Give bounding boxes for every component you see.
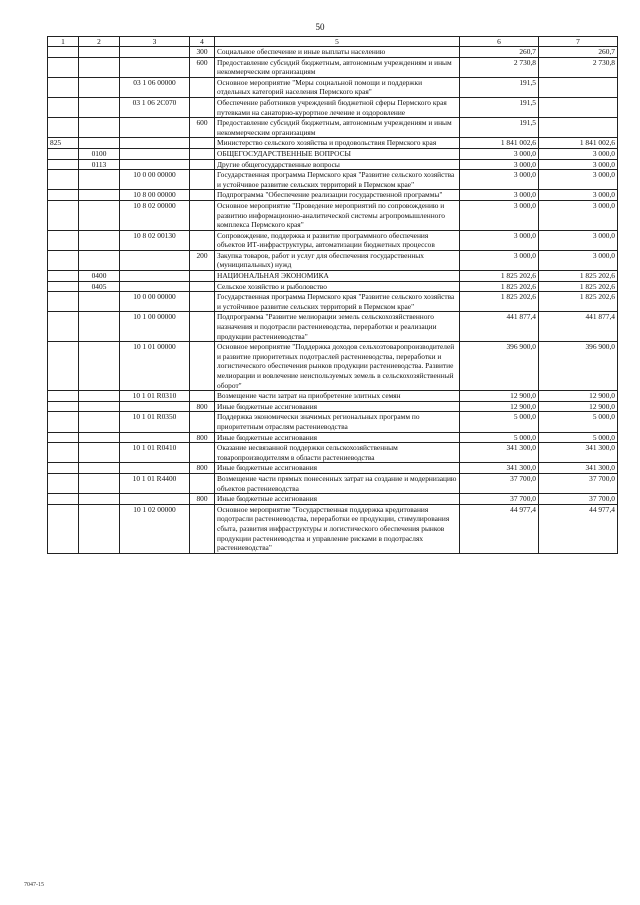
amount-year2-cell [539,77,618,97]
amount-year2-cell: 260,7 [539,47,618,58]
amount-year1-cell: 12 900,0 [460,391,539,402]
table-row [48,47,618,58]
amount-year1-cell: 3 000,0 [460,230,539,250]
admin-code-cell [48,432,79,443]
expense-type-cell [190,443,215,463]
amount-year2-cell: 341 300,0 [539,463,618,474]
table-row [48,401,618,412]
expense-type-cell [190,97,215,117]
admin-code-cell [48,97,79,117]
description-cell: Иные бюджетные ассигнования [215,401,460,412]
amount-year2-cell: 3 000,0 [539,170,618,190]
amount-year2-cell: 2 730,8 [539,57,618,77]
amount-year2-cell: 3 000,0 [539,250,618,270]
expense-type-cell: 800 [190,494,215,505]
amount-year1-cell: 3 000,0 [460,200,539,230]
table-row [48,57,618,77]
target-article-cell [120,148,190,159]
description-cell: Подпрограмма "Развитие мелиорации земель сельскохозяйственного назначения и подотрасли растениеводства, переработки и реализации продукции растениеводства" [215,312,460,342]
section-code-cell [79,47,120,58]
amount-year1-cell: 37 700,0 [460,494,539,505]
target-article-cell: 10 1 01 R0350 [120,412,190,432]
admin-code-cell [48,494,79,505]
amount-year1-cell: 396 900,0 [460,342,539,391]
admin-code-cell [48,504,79,553]
target-article-cell [120,271,190,282]
table-row [48,473,618,493]
target-article-cell [120,494,190,505]
table-row [48,342,618,391]
section-code-cell [79,77,120,97]
amount-year2-cell: 37 700,0 [539,494,618,505]
amount-year2-cell: 1 825 202,6 [539,292,618,312]
section-code-cell [79,504,120,553]
expense-type-cell [190,391,215,402]
section-code-cell [79,494,120,505]
table-row [48,391,618,402]
description-cell: Обеспечение работников учреждений бюджетной сферы Пермского края путевками на санаторно-курортное лечение и оздоровление [215,97,460,117]
amount-year2-cell: 1 825 202,6 [539,281,618,292]
target-article-cell [120,118,190,138]
amount-year1-cell: 3 000,0 [460,159,539,170]
target-article-cell: 10 8 00 00000 [120,190,190,201]
section-code-cell [79,473,120,493]
expense-type-cell: 600 [190,118,215,138]
description-cell: Государственная программа Пермского края "Развитие сельского хозяйства и устойчивое развитие сельских территорий в Пермском крае" [215,292,460,312]
table-row [48,170,618,190]
admin-code-cell [48,271,79,282]
admin-code-cell [48,401,79,412]
admin-code-cell [48,190,79,201]
section-code-cell [79,312,120,342]
expense-type-cell [190,138,215,149]
table-row [48,77,618,97]
expense-type-cell: 600 [190,57,215,77]
description-cell: Государственная программа Пермского края "Развитие сельского хозяйства и устойчивое развитие сельских территорий в Пермском крае" [215,170,460,190]
section-code-cell [79,412,120,432]
target-article-cell: 10 0 00 00000 [120,170,190,190]
amount-year1-cell: 191,5 [460,77,539,97]
admin-code-cell [48,77,79,97]
expense-type-cell [190,504,215,553]
target-article-cell [120,250,190,270]
table-row [48,250,618,270]
description-cell: Предоставление субсидий бюджетным, автономным учреждениям и иным некоммерческим организациям [215,118,460,138]
expense-type-cell [190,312,215,342]
amount-year2-cell: 441 877,4 [539,312,618,342]
description-cell: НАЦИОНАЛЬНАЯ ЭКОНОМИКА [215,271,460,282]
table-row [48,504,618,553]
amount-year2-cell: 44 977,4 [539,504,618,553]
admin-code-cell: 825 [48,138,79,149]
expense-type-cell: 200 [190,250,215,270]
table-row [48,494,618,505]
budget-table [47,36,618,554]
table-row [48,159,618,170]
column-header-5: 5 [215,37,460,47]
amount-year2-cell: 1 841 002,6 [539,138,618,149]
target-article-cell: 10 1 00 00000 [120,312,190,342]
admin-code-cell [48,118,79,138]
target-article-cell [120,463,190,474]
section-code-cell [79,443,120,463]
description-cell: Сопровождение, поддержка и развитие программного обеспечения объектов ИТ-инфраструктуры, автоматизации бюджетных процессов [215,230,460,250]
table-row [48,148,618,159]
target-article-cell [120,159,190,170]
target-article-cell [120,138,190,149]
expense-type-cell [190,190,215,201]
expense-type-cell [190,271,215,282]
amount-year2-cell: 5 000,0 [539,432,618,443]
description-cell: Иные бюджетные ассигнования [215,463,460,474]
section-code-cell: 0405 [79,281,120,292]
expense-type-cell [190,342,215,391]
amount-year1-cell: 3 000,0 [460,250,539,270]
section-code-cell [79,190,120,201]
table-row [48,292,618,312]
table-row [48,443,618,463]
expense-type-cell [190,159,215,170]
section-code-cell: 0113 [79,159,120,170]
amount-year1-cell: 3 000,0 [460,190,539,201]
column-header-7: 7 [539,37,618,47]
admin-code-cell [48,443,79,463]
amount-year2-cell: 1 825 202,6 [539,271,618,282]
section-code-cell [79,118,120,138]
target-article-cell: 10 1 01 R0410 [120,443,190,463]
description-cell: Основное мероприятие "Проведение мероприятий по сопровождению и развитию информационно-аналитической системы агропромышленного комплекса Пермского края" [215,200,460,230]
amount-year1-cell: 3 000,0 [460,148,539,159]
section-code-cell [79,138,120,149]
amount-year1-cell: 341 300,0 [460,463,539,474]
admin-code-cell [48,159,79,170]
description-cell: Оказание несвязанной поддержки сельскохозяйственным товаропроизводителям в области растениеводства [215,443,460,463]
amount-year2-cell: 341 300,0 [539,443,618,463]
amount-year2-cell: 12 900,0 [539,401,618,412]
amount-year2-cell: 12 900,0 [539,391,618,402]
table-row [48,432,618,443]
expense-type-cell [190,281,215,292]
admin-code-cell [48,292,79,312]
description-cell: Социальное обеспечение и иные выплаты населению [215,47,460,58]
page-number: 50 [315,22,325,32]
admin-code-cell [48,57,79,77]
section-code-cell [79,97,120,117]
admin-code-cell [48,312,79,342]
amount-year1-cell: 341 300,0 [460,443,539,463]
amount-year1-cell: 260,7 [460,47,539,58]
section-code-cell [79,170,120,190]
section-code-cell [79,463,120,474]
target-article-cell: 10 8 02 00130 [120,230,190,250]
section-code-cell [79,342,120,391]
description-cell: Основное мероприятие "Поддержка доходов сельхозтоваропроизводителей и развитие приоритетных подотраслей растениеводства, переработки и логистического обеспечения рынков продукции растениеводства. Развитие мелиорации и вовлечение неиспользуемых земель в сельскохозяйственный оборот" [215,342,460,391]
section-code-cell [79,250,120,270]
expense-type-cell: 300 [190,47,215,58]
admin-code-cell [48,473,79,493]
target-article-cell [120,57,190,77]
amount-year1-cell: 3 000,0 [460,170,539,190]
amount-year2-cell: 37 700,0 [539,473,618,493]
column-header-1: 1 [48,37,79,47]
column-header-3: 3 [120,37,190,47]
description-cell: Иные бюджетные ассигнования [215,432,460,443]
amount-year1-cell: 191,5 [460,97,539,117]
table-header-row [48,37,618,47]
section-code-cell: 0400 [79,271,120,282]
amount-year1-cell: 12 900,0 [460,401,539,412]
admin-code-cell [48,463,79,474]
expense-type-cell: 800 [190,432,215,443]
section-code-cell [79,200,120,230]
section-code-cell [79,292,120,312]
amount-year2-cell [539,118,618,138]
expense-type-cell [190,77,215,97]
amount-year1-cell: 191,5 [460,118,539,138]
table-row [48,230,618,250]
amount-year1-cell: 1 825 202,6 [460,271,539,282]
table-row [48,97,618,117]
table-row [48,200,618,230]
description-cell: Иные бюджетные ассигнования [215,494,460,505]
expense-type-cell [190,230,215,250]
amount-year2-cell: 3 000,0 [539,230,618,250]
table-row [48,412,618,432]
description-cell: Подпрограмма "Обеспечение реализации государственной программы" [215,190,460,201]
admin-code-cell [48,342,79,391]
table-row [48,281,618,292]
target-article-cell: 10 1 01 00000 [120,342,190,391]
expense-type-cell [190,200,215,230]
description-cell: Министерство сельского хозяйства и продовольствия Пермского края [215,138,460,149]
description-cell: Основное мероприятие "Государственная поддержка кредитования подотрасли растениеводства, переработки ее продукции, стимулирования сбыта, развития инфраструктуры и логистического обеспечения рынков продукции растениеводства и управление рисками в подотраслях растениеводства" [215,504,460,553]
admin-code-cell [48,281,79,292]
table-row [48,271,618,282]
section-code-cell: 0100 [79,148,120,159]
admin-code-cell [48,148,79,159]
amount-year2-cell: 3 000,0 [539,190,618,201]
amount-year1-cell: 1 841 002,6 [460,138,539,149]
amount-year1-cell: 441 877,4 [460,312,539,342]
section-code-cell [79,401,120,412]
description-cell: Основное мероприятие "Меры социальной помощи и поддержки отдельных категорий населения Пермского края" [215,77,460,97]
target-article-cell: 10 0 00 00000 [120,292,190,312]
section-code-cell [79,230,120,250]
table-row [48,463,618,474]
target-article-cell [120,47,190,58]
target-article-cell: 10 1 02 00000 [120,504,190,553]
description-cell: ОБЩЕГОСУДАРСТВЕННЫЕ ВОПРОСЫ [215,148,460,159]
target-article-cell: 03 1 06 2С070 [120,97,190,117]
column-header-6: 6 [460,37,539,47]
expense-type-cell: 800 [190,463,215,474]
amount-year2-cell: 396 900,0 [539,342,618,391]
amount-year2-cell: 5 000,0 [539,412,618,432]
admin-code-cell [48,170,79,190]
target-article-cell: 10 8 02 00000 [120,200,190,230]
target-article-cell: 03 1 06 00000 [120,77,190,97]
description-cell: Сельское хозяйство и рыболовство [215,281,460,292]
amount-year1-cell: 5 000,0 [460,432,539,443]
amount-year2-cell: 3 000,0 [539,148,618,159]
amount-year2-cell: 3 000,0 [539,200,618,230]
target-article-cell: 10 1 01 R0310 [120,391,190,402]
expense-type-cell [190,412,215,432]
admin-code-cell [48,200,79,230]
description-cell: Другие общегосударственные вопросы [215,159,460,170]
description-cell: Возмещение части затрат на приобретение элитных семян [215,391,460,402]
target-article-cell [120,432,190,443]
expense-type-cell [190,473,215,493]
amount-year1-cell: 37 700,0 [460,473,539,493]
amount-year1-cell: 1 825 202,6 [460,281,539,292]
amount-year1-cell: 2 730,8 [460,57,539,77]
target-article-cell: 10 1 01 R4400 [120,473,190,493]
amount-year2-cell [539,97,618,117]
column-header-2: 2 [79,37,120,47]
admin-code-cell [48,391,79,402]
section-code-cell [79,432,120,443]
target-article-cell [120,281,190,292]
admin-code-cell [48,250,79,270]
section-code-cell [79,57,120,77]
description-cell: Закупка товаров, работ и услуг для обеспечения государственных (муниципальных) нужд [215,250,460,270]
target-article-cell [120,401,190,412]
admin-code-cell [48,47,79,58]
column-header-4: 4 [190,37,215,47]
amount-year1-cell: 44 977,4 [460,504,539,553]
description-cell: Предоставление субсидий бюджетным, автономным учреждениям и иным некоммерческим организациям [215,57,460,77]
amount-year1-cell: 5 000,0 [460,412,539,432]
expense-type-cell [190,292,215,312]
expense-type-cell [190,148,215,159]
expense-type-cell: 800 [190,401,215,412]
expense-type-cell [190,170,215,190]
table-row [48,312,618,342]
footer-code: 7047-15 [24,882,44,888]
table-row [48,118,618,138]
section-code-cell [79,391,120,402]
description-cell: Поддержка экономически значимых региональных программ по приоритетным отраслям растениеводства [215,412,460,432]
description-cell: Возмещение части прямых понесенных затрат на создание и модернизацию объектов растениеводства [215,473,460,493]
amount-year2-cell: 3 000,0 [539,159,618,170]
amount-year1-cell: 1 825 202,6 [460,292,539,312]
table-row [48,190,618,201]
admin-code-cell [48,230,79,250]
table-row [48,138,618,149]
admin-code-cell [48,412,79,432]
